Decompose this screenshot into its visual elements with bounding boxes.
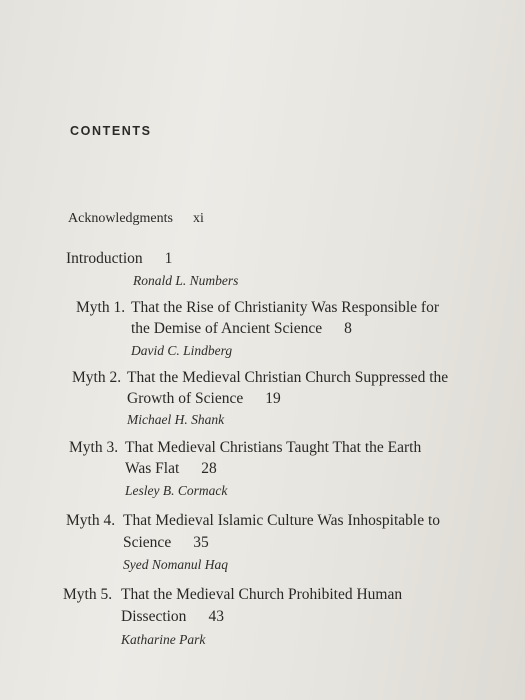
myth-title-line: That the Medieval Christian Church Suppressed the bbox=[127, 369, 449, 386]
myth-title-line bbox=[123, 534, 209, 552]
myth-title-line bbox=[131, 320, 352, 338]
myth-title-line: That Medieval Islamic Culture Was Inhospitable to bbox=[123, 512, 441, 529]
entry-page-number: 19 bbox=[265, 390, 281, 407]
contents-heading: CONTENTS bbox=[70, 124, 152, 138]
entry-author: Syed Nomanul Haq bbox=[123, 557, 228, 572]
myth-title-continuation: Was Flat bbox=[125, 460, 180, 477]
entry-page-number: 28 bbox=[201, 460, 217, 477]
toc-entry-acknowledgments bbox=[68, 211, 204, 227]
myth-title-continuation: Dissection bbox=[121, 608, 187, 625]
entry-label: Introduction bbox=[66, 250, 143, 267]
myth-title-continuation: Science bbox=[123, 534, 172, 551]
entry-author: Katharine Park bbox=[121, 632, 206, 647]
myth-number: Myth 5. bbox=[63, 586, 113, 603]
entry-page-number: 43 bbox=[208, 608, 224, 625]
myth-title-line: That Medieval Christians Taught That the Earth bbox=[125, 439, 422, 456]
myth-title-line bbox=[121, 608, 224, 626]
toc-entry-introduction bbox=[66, 250, 172, 268]
myth-title-line: That the Rise of Christianity Was Responsible for bbox=[131, 299, 439, 316]
myth-number: Myth 3. bbox=[69, 439, 119, 456]
entry-page-number: 35 bbox=[193, 534, 209, 551]
entry-page-number: 8 bbox=[344, 320, 352, 337]
myth-title-continuation: the Demise of Ancient Science bbox=[131, 320, 323, 337]
entry-page-number: 1 bbox=[164, 250, 173, 267]
myth-number: Myth 2. bbox=[72, 369, 122, 386]
myth-number: Myth 4. bbox=[66, 512, 116, 529]
entry-label: Acknowledgments bbox=[68, 211, 173, 226]
myth-title-line bbox=[127, 390, 281, 408]
entry-author: David C. Lindberg bbox=[131, 343, 233, 358]
entry-author: Michael H. Shank bbox=[127, 412, 225, 427]
entry-page-number: xi bbox=[192, 211, 204, 226]
myth-number: Myth 1. bbox=[76, 299, 126, 316]
myth-title-continuation: Growth of Science bbox=[127, 390, 244, 407]
entry-author: Lesley B. Cormack bbox=[125, 483, 228, 498]
myth-title-line bbox=[125, 460, 217, 478]
myth-title-line: That the Medieval Church Prohibited Human bbox=[121, 586, 403, 603]
entry-author: Ronald L. Numbers bbox=[133, 273, 239, 288]
